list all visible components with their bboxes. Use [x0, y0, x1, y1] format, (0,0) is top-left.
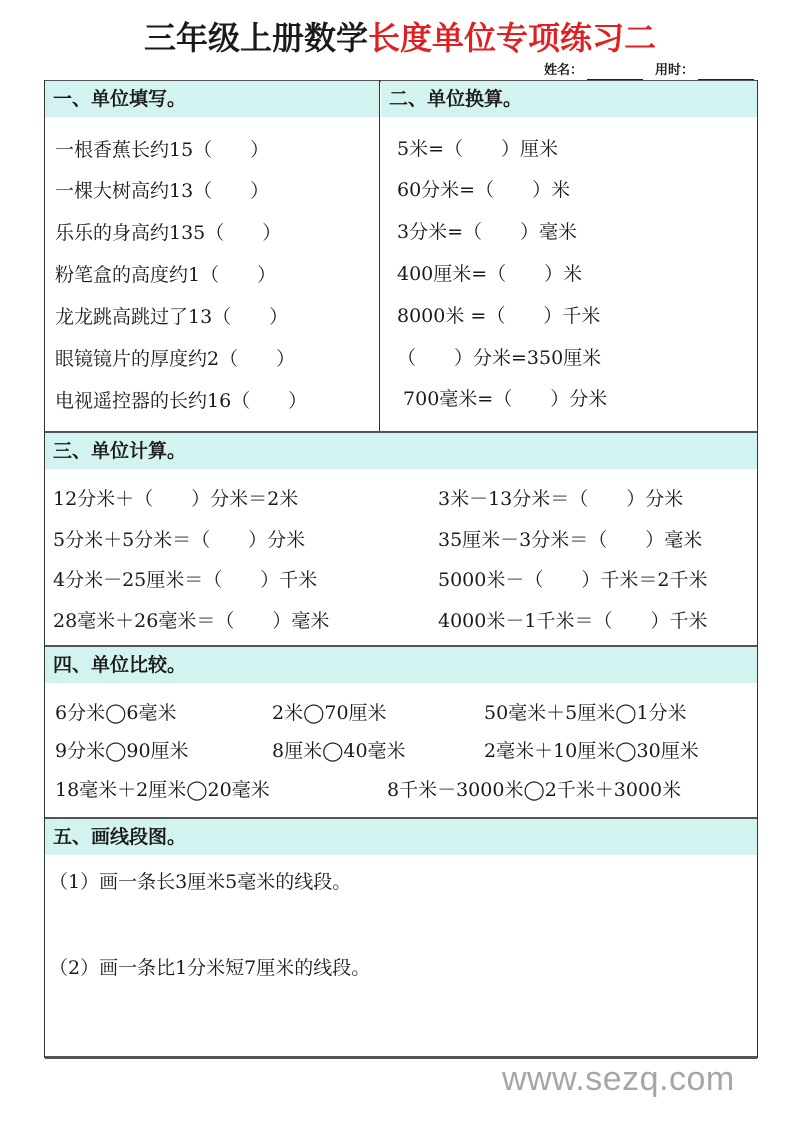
watermark: www.sezq.com — [502, 1060, 735, 1098]
draw-task: （2）画一条比1分米短7厘米的线段。 — [49, 957, 371, 979]
conversion-item: 700毫米=（ ）分米 — [397, 388, 608, 410]
section-three-header — [45, 433, 757, 469]
compare-item: 2毫米＋10厘米◯30厘米 — [484, 740, 699, 762]
fill-unit-item: 粉笔盒的高度约1（ ） — [55, 264, 277, 286]
section-one-header — [45, 81, 379, 117]
compare-item: 18毫米＋2厘米◯20毫米 — [55, 779, 270, 801]
compare-item: 8千米－3000米◯2千米＋3000米 — [387, 779, 682, 801]
conversion-item: 5米=（ ）厘米 — [397, 138, 559, 160]
fill-unit-item: 眼镜镜片的厚度约2（ ） — [55, 348, 296, 370]
compare-item: 2米◯70厘米 — [272, 702, 387, 724]
section-one-heading: 一、单位填写。 — [53, 88, 187, 110]
fill-unit-item: 乐乐的身高约135（ ） — [55, 222, 282, 244]
calc-item: 4分米－25厘米＝（ ）千米 — [53, 569, 318, 591]
title-grade: 三年级上册数学 — [143, 19, 368, 57]
calc-item: 35厘米－3分米＝（ ）毫米 — [438, 529, 703, 551]
calc-item: 5000米－（ ）千米＝2千米 — [438, 569, 708, 591]
time-blank[interactable] — [698, 65, 754, 80]
fill-unit-item: 一根香蕉长约15（ ） — [55, 139, 270, 161]
compare-item: 9分米◯90厘米 — [55, 740, 189, 762]
conversion-item: （ ）分米=350厘米 — [397, 347, 602, 369]
section-three-heading: 三、单位计算。 — [53, 440, 187, 462]
fill-unit-item: 龙龙跳高跳过了13（ ） — [55, 306, 289, 328]
compare-item: 8厘米◯40毫米 — [272, 740, 406, 762]
draw-task: （1）画一条长3厘米5毫米的线段。 — [49, 871, 352, 893]
section-four-header — [45, 647, 757, 683]
conversion-item: 400厘米=（ ）米 — [397, 263, 583, 285]
drawing-area-2[interactable] — [45, 984, 757, 1054]
calc-item: 5分米＋5分米＝（ ）分米 — [53, 529, 306, 551]
calc-item: 28毫米＋26毫米＝（ ）毫米 — [53, 610, 330, 632]
section-five-header — [45, 819, 757, 855]
section-two-header — [381, 81, 757, 117]
title-topic: 长度单位专项练习二 — [368, 19, 657, 57]
fill-unit-item: 电视遥控器的长约16（ ） — [55, 390, 308, 412]
compare-item: 50毫米＋5厘米◯1分米 — [484, 702, 687, 724]
calc-item: 4000米－1千米＝（ ）千米 — [438, 610, 708, 632]
section-five-heading: 五、画线段图。 — [53, 826, 187, 848]
conversion-item: 3分米=（ ）毫米 — [397, 221, 578, 243]
worksheet — [44, 80, 758, 1058]
conversion-item: 8000米 =（ ）千米 — [397, 305, 601, 327]
name-label: 姓名： — [543, 63, 583, 78]
time-label: 用时： — [654, 63, 694, 78]
name-blank[interactable] — [587, 65, 643, 80]
bottom-border — [45, 1056, 757, 1059]
page-title — [0, 16, 800, 60]
calc-item: 12分米＋（ ）分米＝2米 — [53, 488, 299, 510]
section-two-heading: 二、单位换算。 — [389, 88, 523, 110]
section-four-heading: 四、单位比较。 — [53, 654, 187, 676]
student-info — [544, 62, 754, 80]
fill-unit-item: 一棵大树高约13（ ） — [55, 180, 270, 202]
calc-item: 3米－13分米＝（ ）分米 — [438, 488, 684, 510]
drawing-area-1[interactable] — [45, 898, 757, 948]
column-divider — [379, 80, 380, 432]
conversion-item: 60分米=（ ）米 — [397, 179, 571, 201]
compare-item: 6分米◯6毫米 — [55, 702, 177, 724]
